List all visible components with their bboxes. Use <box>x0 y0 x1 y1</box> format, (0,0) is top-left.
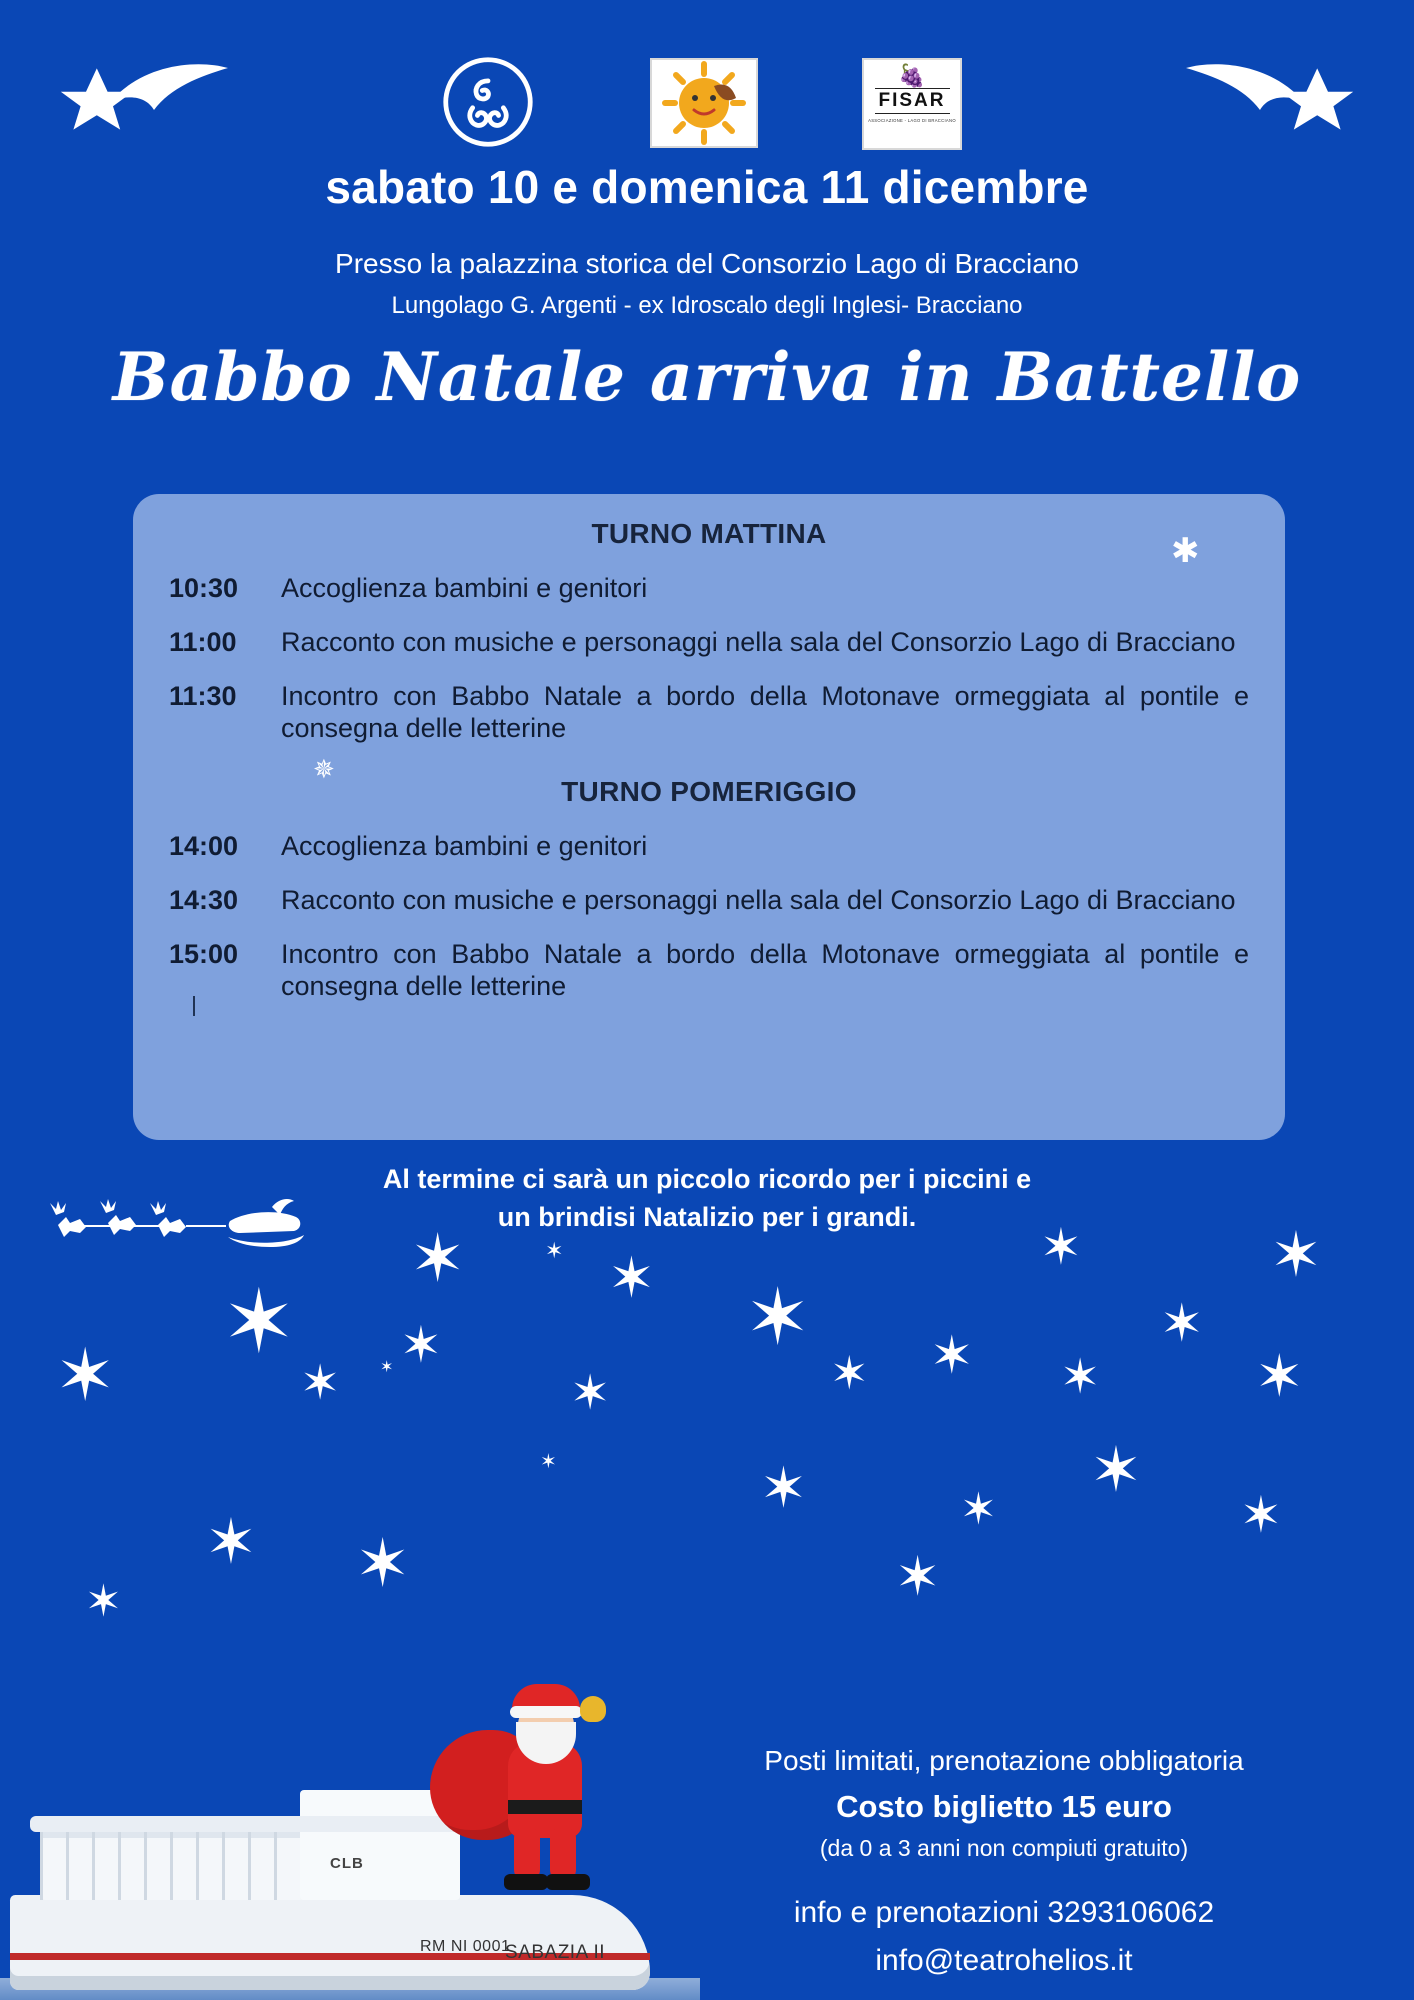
sparkle-icon: ✶ <box>830 1347 869 1399</box>
venue-line-2: Lungolago G. Argenti - ex Idroscalo degli Inglesi- Bracciano <box>391 292 1023 319</box>
sparkle-icon: ✶ <box>760 1456 807 1519</box>
venue-line-1: Presso la palazzina storica del Consorzio Lago di Bracciano <box>335 248 1079 279</box>
program-desc: Accoglienza bambini e genitori <box>281 831 648 861</box>
star-field <box>0 1219 1414 1790</box>
sparkle-icon: ✶ <box>1270 1221 1322 1290</box>
sparkle-icon: ✶ <box>545 1238 564 1263</box>
page-title: Babbo Natale arriva in Battello <box>112 338 1302 416</box>
program-time: 11:00 <box>169 627 237 657</box>
program-row <box>169 572 1249 604</box>
info-line-1: Posti limitati, prenotazione obbligatoria <box>764 1745 1244 1776</box>
sparkle-icon: ✶ <box>85 1577 122 1626</box>
sparkle-icon: ✶ <box>355 1526 411 1600</box>
sparkle-icon: ✶ <box>1060 1351 1101 1404</box>
sparkle-icon: ✶ <box>930 1327 974 1385</box>
sparkle-icon: ✶ <box>895 1547 941 1607</box>
fisar-name: FISAR <box>875 88 950 114</box>
santa-boot-left <box>504 1874 548 1890</box>
santa-bell-icon <box>580 1696 606 1722</box>
sparkle-icon: ✶ <box>380 1359 394 1376</box>
program-row <box>169 884 1249 916</box>
program-time: 11:30 <box>169 681 237 711</box>
santa-belt <box>508 1800 582 1814</box>
sparkle-icon: ✶ <box>1255 1344 1304 1409</box>
santa-claus-illustration <box>430 1660 630 1890</box>
grape-icon: 🍇 <box>898 63 926 88</box>
sparkle-icon: ✶ <box>1160 1295 1204 1353</box>
sparkle-icon: ✶ <box>410 1221 466 1295</box>
program-row <box>169 830 1249 862</box>
comet-star-right-icon <box>1184 58 1364 148</box>
booking-info <box>634 1745 1374 1978</box>
sparkle-icon: ✵ <box>313 754 335 784</box>
program-row <box>169 680 1249 744</box>
program-row <box>169 626 1249 658</box>
sparkle-icon: ✶ <box>540 1451 557 1473</box>
boat-registration: RM NI 0001 <box>420 1938 511 1955</box>
sparkle-icon: ✶ <box>570 1367 611 1420</box>
afternoon-heading: TURNO POMERIGGIO <box>561 776 857 807</box>
sparkle-icon: ✶ <box>745 1273 811 1361</box>
santa-leg-right <box>550 1828 576 1880</box>
boat-name: SABAZIA II <box>505 1942 606 1963</box>
event-date: sabato 10 e domenica 11 dicembre <box>325 161 1089 213</box>
sparkle-icon: ✶ <box>1240 1487 1282 1543</box>
email-address[interactable]: info@teatrohelios.it <box>875 1944 1133 1977</box>
program-desc: Incontro con Babbo Natale a bordo della Motonave ormeggiata al pontile e consegna delle letterine <box>281 681 1249 743</box>
program-desc: Racconto con musiche e personaggi nella sala del Consorzio Lago di Bracciano <box>281 885 1236 915</box>
closing-line-1: Al termine ci sarà un piccolo ricordo per i piccini e <box>382 1164 1032 1194</box>
sparkle-icon: ✶ <box>205 1508 257 1577</box>
boat-canopy <box>30 1816 470 1832</box>
closing-line-2: un brindisi Natalizio per i grandi. <box>497 1202 917 1232</box>
sun-face-logo-icon <box>650 58 758 148</box>
boat-rail <box>40 1828 300 1900</box>
program-desc: Incontro con Babbo Natale a bordo della Motonave ormeggiata al pontile e consegna delle letterine <box>281 939 1249 1001</box>
santa-hat-brim <box>510 1706 582 1718</box>
ticket-price: Costo biglietto 15 euro <box>836 1789 1172 1824</box>
fisar-logo <box>862 58 962 150</box>
program-time: 10:30 <box>169 573 239 603</box>
sparkle-icon: ✱ <box>1171 532 1200 570</box>
sparkle-icon: ✶ <box>222 1272 296 1371</box>
logo-row <box>0 30 1414 160</box>
sparkle-icon: ✶ <box>608 1246 655 1309</box>
boat-label: CLB <box>330 1855 364 1872</box>
program-panel <box>133 494 1285 1140</box>
program-desc: Racconto con musiche e personaggi nella sala del Consorzio Lago di Bracciano <box>281 627 1236 657</box>
sparkle-icon: ✶ <box>960 1485 997 1534</box>
morning-heading: TURNO MATTINA <box>591 518 827 549</box>
sparkle-icon: ✶ <box>300 1357 341 1410</box>
panel-tick-mark <box>193 996 195 1016</box>
program-desc: Accoglienza bambini e genitori <box>281 573 648 603</box>
comet-star-left-icon <box>50 58 230 148</box>
sparkle-icon: ✶ <box>1040 1219 1082 1275</box>
santa-leg-left <box>514 1828 540 1880</box>
program-time: 15:00 <box>169 939 239 969</box>
triskelion-spiral-logo-icon <box>440 54 536 150</box>
phone-number[interactable]: info e prenotazioni 3293106062 <box>793 1896 1215 1929</box>
program-row <box>169 938 1249 1002</box>
sparkle-icon: ✶ <box>55 1336 116 1416</box>
sparkle-icon: ✶ <box>1090 1436 1142 1505</box>
program-time: 14:30 <box>169 885 239 915</box>
sparkle-icon: ✶ <box>400 1317 442 1373</box>
free-entry-note: (da 0 a 3 anni non compiuti gratuito) <box>819 1835 1189 1861</box>
program-time: 14:00 <box>169 831 239 861</box>
fisar-subtitle: ASSOCIAZIONE - LAGO DI BRACCIANO <box>868 118 956 123</box>
santa-boot-right <box>546 1874 590 1890</box>
